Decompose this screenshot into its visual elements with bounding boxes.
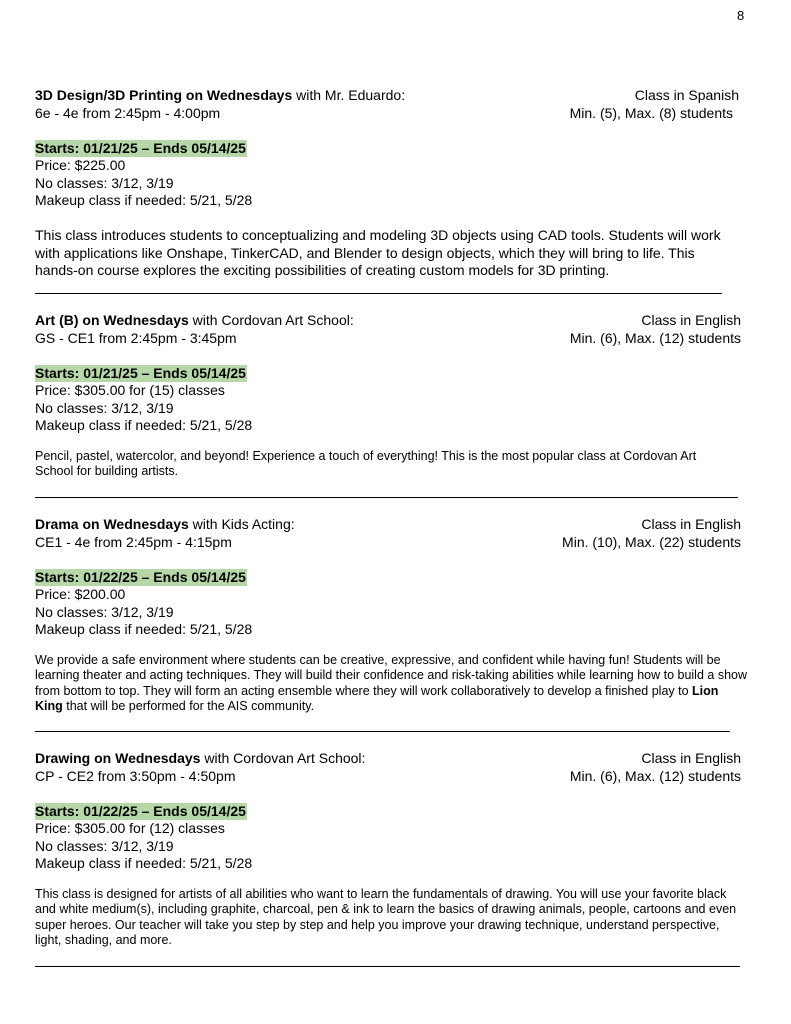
class-price: Price: $200.00 xyxy=(35,586,126,602)
class-language: Class in English xyxy=(641,516,741,532)
class-no-classes: No classes: 3/12, 3/19 xyxy=(35,603,174,620)
class-section-drama xyxy=(35,516,747,715)
class-no-classes: No classes: 3/12, 3/19 xyxy=(35,837,174,854)
class-dates: Starts: 01/21/25 – Ends 05/14/25 xyxy=(35,364,246,381)
class-makeup: Makeup class if needed: 5/21, 5/28 xyxy=(35,855,253,871)
class-section-drawing xyxy=(35,750,741,949)
class-header-row xyxy=(35,516,741,534)
class-title: Drama on Wednesdays xyxy=(35,516,189,532)
class-no-classes: No classes: 3/12, 3/19 xyxy=(35,174,174,191)
class-heading xyxy=(35,750,365,768)
class-heading xyxy=(35,312,354,330)
play-title: Lion King xyxy=(35,683,719,713)
section-divider xyxy=(35,497,738,498)
class-price: Price: $225.00 xyxy=(35,157,126,173)
class-grades-time: GS - CE1 from 2:45pm - 3:45pm xyxy=(35,329,237,346)
class-header-row xyxy=(35,312,741,330)
class-grades-time: 6e - 4e from 2:45pm - 4:00pm xyxy=(35,104,221,121)
class-language: Class in Spanish xyxy=(634,87,739,103)
section-divider xyxy=(35,966,740,967)
class-info-row xyxy=(35,534,741,552)
description-end: that will be performed for the AIS community. xyxy=(62,699,315,713)
class-makeup: Makeup class if needed: 5/21, 5/28 xyxy=(35,621,253,637)
class-no-classes: No classes: 3/12, 3/19 xyxy=(35,399,174,416)
page-number: 8 xyxy=(737,8,745,23)
class-capacity: Min. (6), Max. (12) students xyxy=(569,767,741,784)
class-instructor: with Kids Acting: xyxy=(188,516,295,532)
class-language: Class in English xyxy=(641,750,741,766)
class-title: Art (B) on Wednesdays xyxy=(35,312,189,328)
class-header-row xyxy=(35,750,741,768)
class-language: Class in English xyxy=(641,312,741,328)
class-title: 3D Design/3D Printing on Wednesdays xyxy=(35,87,293,103)
class-description: This class introduces students to conceptualizing and modeling 3D objects using CAD tools. Students will work with applications like Onshape, TinkerCAD, and Blender to design objects, which they will bring to life. This hands-on course explores the exciting possibilities of creating custom models for 3D printing. xyxy=(35,227,721,278)
class-grades-time: CE1 - 4e from 2:45pm - 4:15pm xyxy=(35,533,232,550)
class-heading xyxy=(35,87,405,105)
class-makeup: Makeup class if needed: 5/21, 5/28 xyxy=(35,417,253,433)
class-instructor: with Mr. Eduardo: xyxy=(292,87,406,103)
class-info-row xyxy=(35,330,741,348)
class-instructor: with Cordovan Art School: xyxy=(188,312,354,328)
class-capacity: Min. (6), Max. (12) students xyxy=(569,329,741,346)
section-divider xyxy=(35,293,722,294)
class-price: Price: $305.00 for (12) classes xyxy=(35,820,225,836)
class-header-row xyxy=(35,87,741,105)
class-section-3d-design xyxy=(35,87,741,280)
class-section-art-b xyxy=(35,312,741,480)
class-capacity: Min. (10), Max. (22) students xyxy=(562,533,741,550)
class-dates: Starts: 01/21/25 – Ends 05/14/25 xyxy=(35,139,246,156)
class-dates: Starts: 01/22/25 – Ends 05/14/25 xyxy=(35,568,246,585)
class-dates: Starts: 01/22/25 – Ends 05/14/25 xyxy=(35,802,246,819)
class-description: This class is designed for artists of all abilities who want to learn the fundamentals of drawing. You will use your favorite black and white medium(s), including graphite, charcoal, pen & ink to learn the basics of drawing animals, people, cartoons and even super heroes. Our teacher will take you step by step and help you improve your drawing technique, understand perspective, light, shading, and more. xyxy=(35,886,737,947)
section-divider xyxy=(35,731,730,732)
class-instructor: with Cordovan Art School: xyxy=(200,750,366,766)
class-price: Price: $305.00 for (15) classes xyxy=(35,382,225,398)
class-info-row xyxy=(35,105,741,123)
class-grades-time: CP - CE2 from 3:50pm - 4:50pm xyxy=(35,767,236,784)
class-title: Drawing on Wednesdays xyxy=(35,750,201,766)
class-description xyxy=(35,653,747,715)
class-info-row xyxy=(35,768,741,786)
description-text: We provide a safe environment where students can be creative, expressive, and confident while having fun! Students will be learning theater and acting techniques. They will build their confidence and risk-taking abilities while learning how to build a show from bottom to top. They will form an acting ensemble where they will work collaboratively to develop a finished play to xyxy=(35,652,747,698)
class-heading xyxy=(35,516,295,534)
class-description: Pencil, pastel, watercolor, and beyond! Experience a touch of everything! This is the most popular class at Cordovan Art School for building artists. xyxy=(35,448,697,478)
class-makeup: Makeup class if needed: 5/21, 5/28 xyxy=(35,192,253,208)
class-capacity: Min. (5), Max. (8) students xyxy=(569,104,733,121)
